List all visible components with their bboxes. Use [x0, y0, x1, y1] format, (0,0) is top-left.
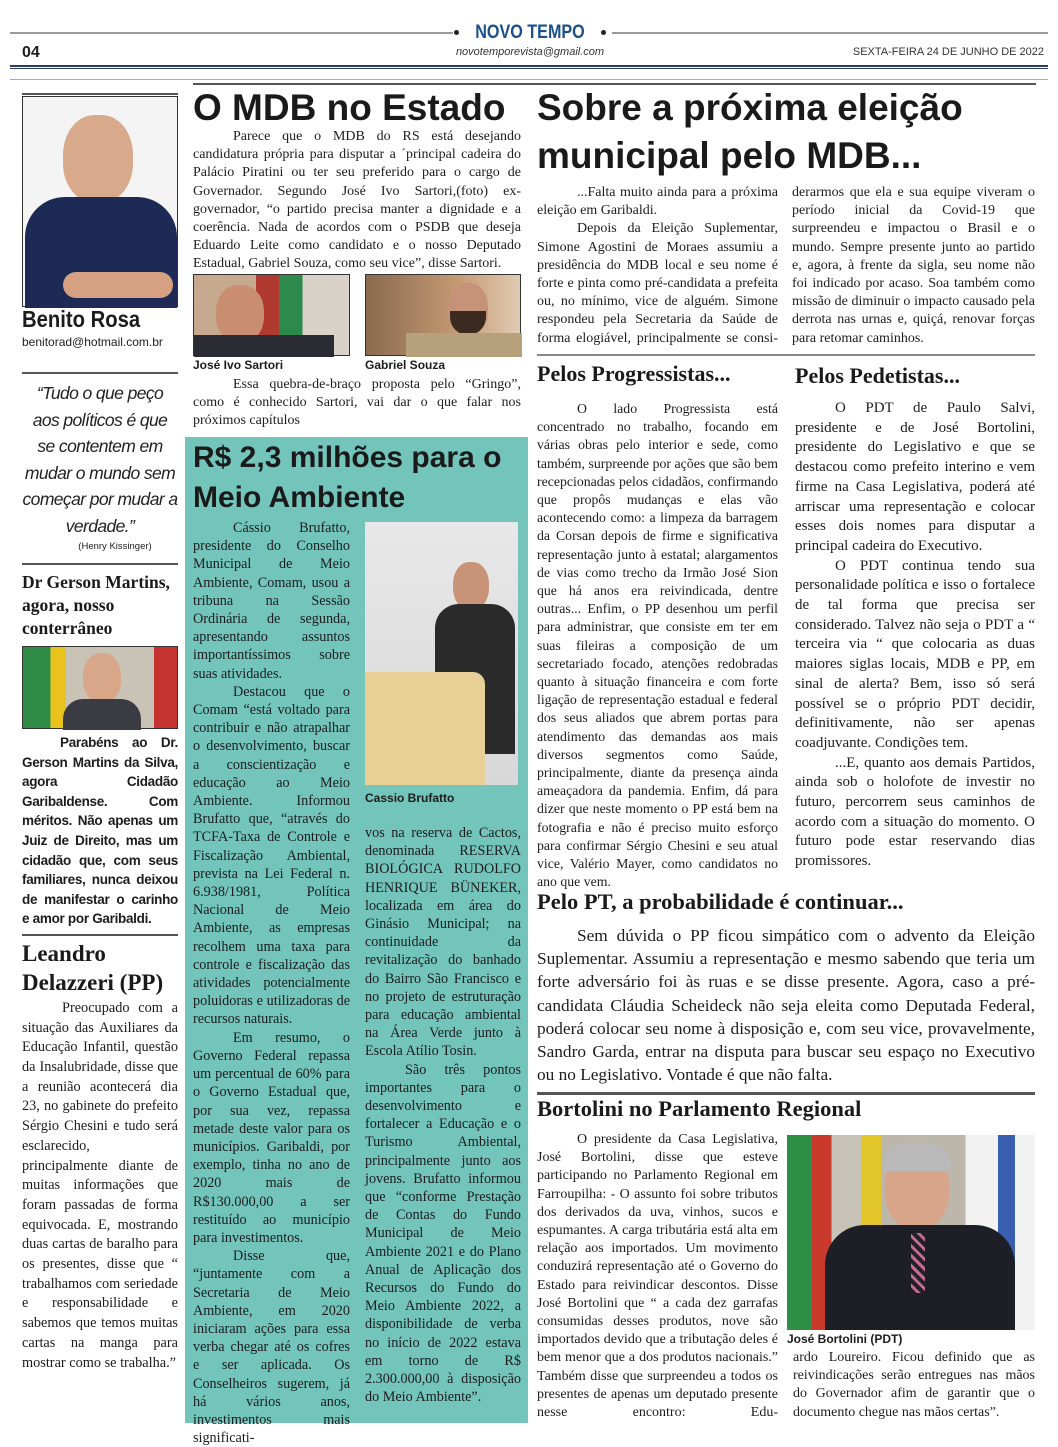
header-rule-right [612, 32, 1048, 34]
gabriel-photo [365, 274, 521, 356]
person-suit [406, 333, 522, 357]
meio-ambiente-right-column [365, 824, 521, 1408]
paragraph: O presidente da Casa Legislativa, José Bortolini, disse que esteve participando no Parlamento Regional em Farroupilha: - O assunto foi sobre tributos dos derivados da uva, vinhos, sucos e espumantes. A carga tributária está alta em relação aos importados. Um movimento conduzirá representação até o Governo do Estado para reivindicar descontos. Disse José Bortolini que “ a cada dez garrafas consumidas desses produtos, nove são importados devido que a tributação deles é bem menor que a dos produtos nacionais.” Também disse que surpreendeu a todos os presentes de apenas um deputado presente nesse encontro: Edu- [537, 1132, 778, 1421]
meio-ambiente-headline: R$ 2,3 milhões para o Meio Ambiente [193, 441, 502, 514]
bortolini-left-column [537, 1131, 778, 1423]
paragraph: ...Falta muito ainda para a próxima eleição em Garibaldi. [537, 185, 778, 219]
paragraph: vos na reserva de Cactos, denominada RESERVA BIOLÓGICA RUDOLFO HENRIQUE BÜNEKER, localizada em área do Ginásio Municipal; na continuidade da revitalização do banhado do Bairro São Francisco e no projeto de estruturação para educação ambiental na Área Verde junto à Escola Atílio Tosin. [365, 825, 521, 1060]
pedetistas-headline: Pelos Pedetistas... [795, 363, 960, 388]
page-number: 04 [22, 44, 40, 61]
columnist-photo [22, 96, 178, 307]
mdb-estado-text-2 [193, 376, 521, 432]
quote-author: (Henry Kissinger) [78, 541, 152, 552]
header-gray-rule [10, 79, 1048, 80]
divider [22, 93, 178, 95]
divider [22, 372, 178, 374]
header-dot-right [601, 30, 606, 35]
paragraph: Em resumo, o Governo Federal repassa um percentual de 60% para o Governo Estadual que, por sua vez, repassa metade deste valor para os municípios. Garibaldi, por exemplo, tinha no ano de 2020 mais de R$130.000,00 a ser restituído ao município para investimentos. [193, 1029, 350, 1246]
paragraph: Disse que, “juntamente com a Secretaria de Meio Ambiente, em 2020 iniciaram ações para essa verba chegar até os cofres e ser aplicada. Os Conselheiros sugerem, já há vários anos, investimentos mais significati- [193, 1248, 350, 1447]
header-rule-left [10, 32, 453, 34]
paragraph: Sem dúvida o PP ficou simpático com o advento da Eleição Suplementar. Assumiu a representação e mesmo sabendo que teria um forte adversário foi às ruas e se disse presente. Agora, caso a pré-candidata Cláudia Scheideck não seja eleita como Deputada Federal, poderá colocar seu nome à disposição e, com seu vice, provavelmente, Sandro Garda, entrar na disputa para buscar seu espaço no Executivo ou no Legislativo. Vontade é que não falta. [537, 926, 1035, 1085]
paragraph: O lado Progressista está concentrado no trabalho, focando em várias obras pelo interior e sede, como também, surpreende por ações que são bem recepcionadas pelos cidadãos, confirmando que propôs mudanças e elas vão acontecendo como: a limpeza da barragem da Corsan depois de firme e significativa representação junto à estatal; alargamentos de vias como trecho da Irmão José Sion que há anos era reivindicada, dentre outras... Enfim, o PP desenhou um perfil para administrar, que consiste em ter em suas fileiras a composição de um secretariado focado, atenções redobradas quanto à situação financeira e com forte ligação de representação estadual e federal dos seus aliados que abrem portas para atendimento das demandas aos mais diversos segmentos como Saúde, principalmente, diante da presença ainda ameaçadora da pandemia. Enfim, dá para dizer que neste momento o PP está bem na fotografia e não é preciso muito esforço para confirmar Sérgio Chesini e seu atual vice, Valério Mayer, como candidatos no ano que vem. [537, 401, 778, 890]
person-head [63, 115, 133, 203]
photo-caption: Cassio Brufatto [365, 791, 455, 805]
person-suit [194, 335, 334, 357]
columnist-email[interactable]: benitorad@hotmail.com.br [22, 335, 163, 349]
leandro-text [22, 999, 178, 1373]
person-tie [911, 1233, 925, 1293]
eleicao-headline: Sobre a próxima eleição municipal pelo MDB... [537, 87, 963, 176]
paragraph: Destacou que o Comam “está voltado para contribuir e não atrapalhar o desenvolvimento, buscar a conscientização e educação ao Meio Ambiente. Informou Brufatto que, “através do TCFA-Taxa de Controle e Fiscalização Ambiental, prevista na Lei Federal n. 6.938/1981, Política Nacional de Meio Ambiente, as empresas recolhem uma taxa para controle e fiscalização das atividades potencialmente poluidoras e utilizadoras de recursos naturais. [193, 683, 350, 1028]
pedetistas-text [795, 399, 1035, 879]
person-head [83, 653, 121, 703]
divider [537, 354, 1035, 356]
sartori-photo [193, 274, 350, 356]
issue-date: SEXTA-FEIRA 24 DE JUNHO DE 2022 [852, 46, 1044, 58]
paragraph: Depois da Eleição Suplementar, Simone Agostini de Moraes assumiu a presidência do MDB local e seu nome é forte e pinta como pré-candidata a prefeita ou, no mínimo, vice de alguém. Simone respondeu pela Secretaria da Saúde de forma elogiável, principalmente se consi- [537, 221, 778, 346]
eleicao-left-column [537, 184, 778, 350]
bortolini-photo [787, 1135, 1035, 1330]
gerson-text: Parabéns ao Dr. Gerson Martins da Silva, agora Cidadão Garibaldense. Com méritos. Não apenas um Juiz de Direito, mas um cidadão que, com seus familiares, nunca deixou de manifestar o carinho e amor por Garibaldi. [22, 735, 178, 927]
mdb-estado-text [193, 128, 521, 274]
bortolini-right-column [793, 1349, 1035, 1425]
photo-caption: José Ivo Sartori [193, 358, 284, 372]
paragraph: O PDT continua tendo sua personalidade política e isso o fortalece de tal forma que precisa ser considerado. Talvez não seja o PDT a “ terceira via “ que colocaria as duas maiores siglas locais, MDB e PP, em sinal de alerta? Bem, isso só será possível se o próprio PDT decidir, definitivamente, não ser apenas coadjuvante. Condições tem. [795, 557, 1035, 751]
paragraph: Preocupado com a situação das Auxiliares da Educação Infantil, questão da Insalubridade, disse que a reunião acontecerá dia 23, no gabinete do prefeito Sérgio Chesini e tudo será esclarecido, principalmente diante de muitas informações que foram passadas de forma equivocada. E, mostrando duas cartas de baralho para os presentes, disse que “ trabalhamos com seriedade e responsabilidade e sabemos que temos muitas cartas na manga para mostrar como se trabalha.” [22, 999, 178, 1371]
header-double-rule [10, 65, 1048, 69]
photo-caption: Gabriel Souza [365, 358, 446, 372]
person-beard [450, 311, 486, 335]
left-column-flow [22, 372, 178, 1373]
paragraph: ardo Loureiro. Ficou definido que as reivindicações serão entregues nas mãos do Governador afim de garantir que o documento chegue nas mãos certas”. [793, 1350, 1035, 1420]
masthead [0, 0, 1058, 82]
publication-email: novotemporevista@gmail.com [455, 46, 605, 58]
mdb-estado-headline: O MDB no Estado [193, 87, 506, 128]
gerson-headline: Dr Gerson Martins, agora, nosso conterrâneo [22, 572, 170, 638]
divider [22, 934, 178, 936]
paragraph: Cássio Brufatto, presidente do Conselho Municipal de Meio Ambiente, Comam, usou a tribuna na Sessão Ordinária de segunda, apresentando assuntos importantíssimos sobre suas atividades. [193, 520, 350, 682]
eleicao-right-column [792, 184, 1035, 350]
paragraph: O PDT de Paulo Salvi, presidente e de José Bortolini, presidente do Legislativo e que se destacou como prefeito interino e vem firme na Casa Legislativa, poderá até arriscar uma representação e colocar esses dois nomes para disputar a principal cadeira do Executivo. [795, 400, 1035, 554]
person-suit [63, 699, 141, 730]
progressistas-headline: Pelos Progressistas... [537, 361, 731, 386]
progressistas-text [537, 400, 778, 890]
gerson-photo [22, 646, 178, 729]
pt-text [537, 924, 1035, 1090]
divider [537, 1092, 1035, 1095]
pt-headline: Pelo PT, a probabilidade é continuar... [537, 889, 904, 914]
brufatto-photo [365, 522, 518, 785]
person-head [453, 562, 489, 610]
paragraph: derarmos que ela e sua equipe viveram o período inicial da Covid-19 que surpreendeu e impactou o Brasil e o mundo. Sempre presente junto ao partido e, agora, à frente da sigla, seu nome não foi indicado por acaso. Soa também como missão de diminuir o impacto causado pela derrota nas urnas e, quiçá, renovar forças para retomar caminhos. [792, 185, 1035, 346]
paragraph: Parece que o MDB do RS está desejando candidatura própria para disputar a ´principal cadeira do Palácio Piratini ou ter seu preferido para o cargo de Governador. Segundo José Ivo Sartori,(foto) ex-governador, “o partido precisa manter a dignidade e a coerência. Nada de acordos com o PSDB que deseja Eduardo Leite como candidato e o nosso Deputado Estadual, Gabriel Souza, como seu vice”, disse Sartori. [193, 129, 521, 272]
person-arms [63, 272, 173, 298]
columnist-name: Benito Rosa [22, 306, 141, 332]
person-hair [883, 1143, 951, 1171]
podium [365, 672, 485, 785]
quote-text: “Tudo o que peço aos políticos é que se contentem em mudar o mundo sem começar por mudar a verdade.” [22, 383, 178, 536]
photo-caption: José Bortolini (PDT) [787, 1332, 903, 1346]
leandro-headline: Leandro Delazzeri (PP) [22, 940, 164, 995]
paragraph: Essa quebra-de-braço proposta pelo “Gringo”, como é conhecido Sartori, vai dar o que falar nos próximos capítulos [193, 377, 521, 429]
meio-ambiente-left-column [193, 519, 350, 1447]
paragraph: São três pontos importantes para o desenvolvimento e fortalecer a Educação e o Turismo Ambiental, principalmente junto aos jovens. Brufatto informou que “conforme Prestação de Contas do Fundo Municipal de Meio Ambiente 2021 e do Plano Anual de Aplicação dos Recursos do Fundo do Meio Ambiente 2022, a disponibilidade de verba no início de 2022 estava em torno de R$ 2.300.000,00 à disposição do Meio Ambiente”. [365, 1061, 521, 1406]
header-dot-left [454, 30, 459, 35]
bortolini-headline: Bortolini no Parlamento Regional [537, 1096, 862, 1121]
publication-name: NOVO TEMPO [475, 22, 585, 43]
paragraph: ...E, quanto aos demais Partidos, ainda sob o holofote de investir no futuro, percorrem seus caminhos de acordo com a situação do momento. O futuro pode estar reservando dias promissores. [795, 754, 1035, 870]
divider [22, 563, 178, 565]
